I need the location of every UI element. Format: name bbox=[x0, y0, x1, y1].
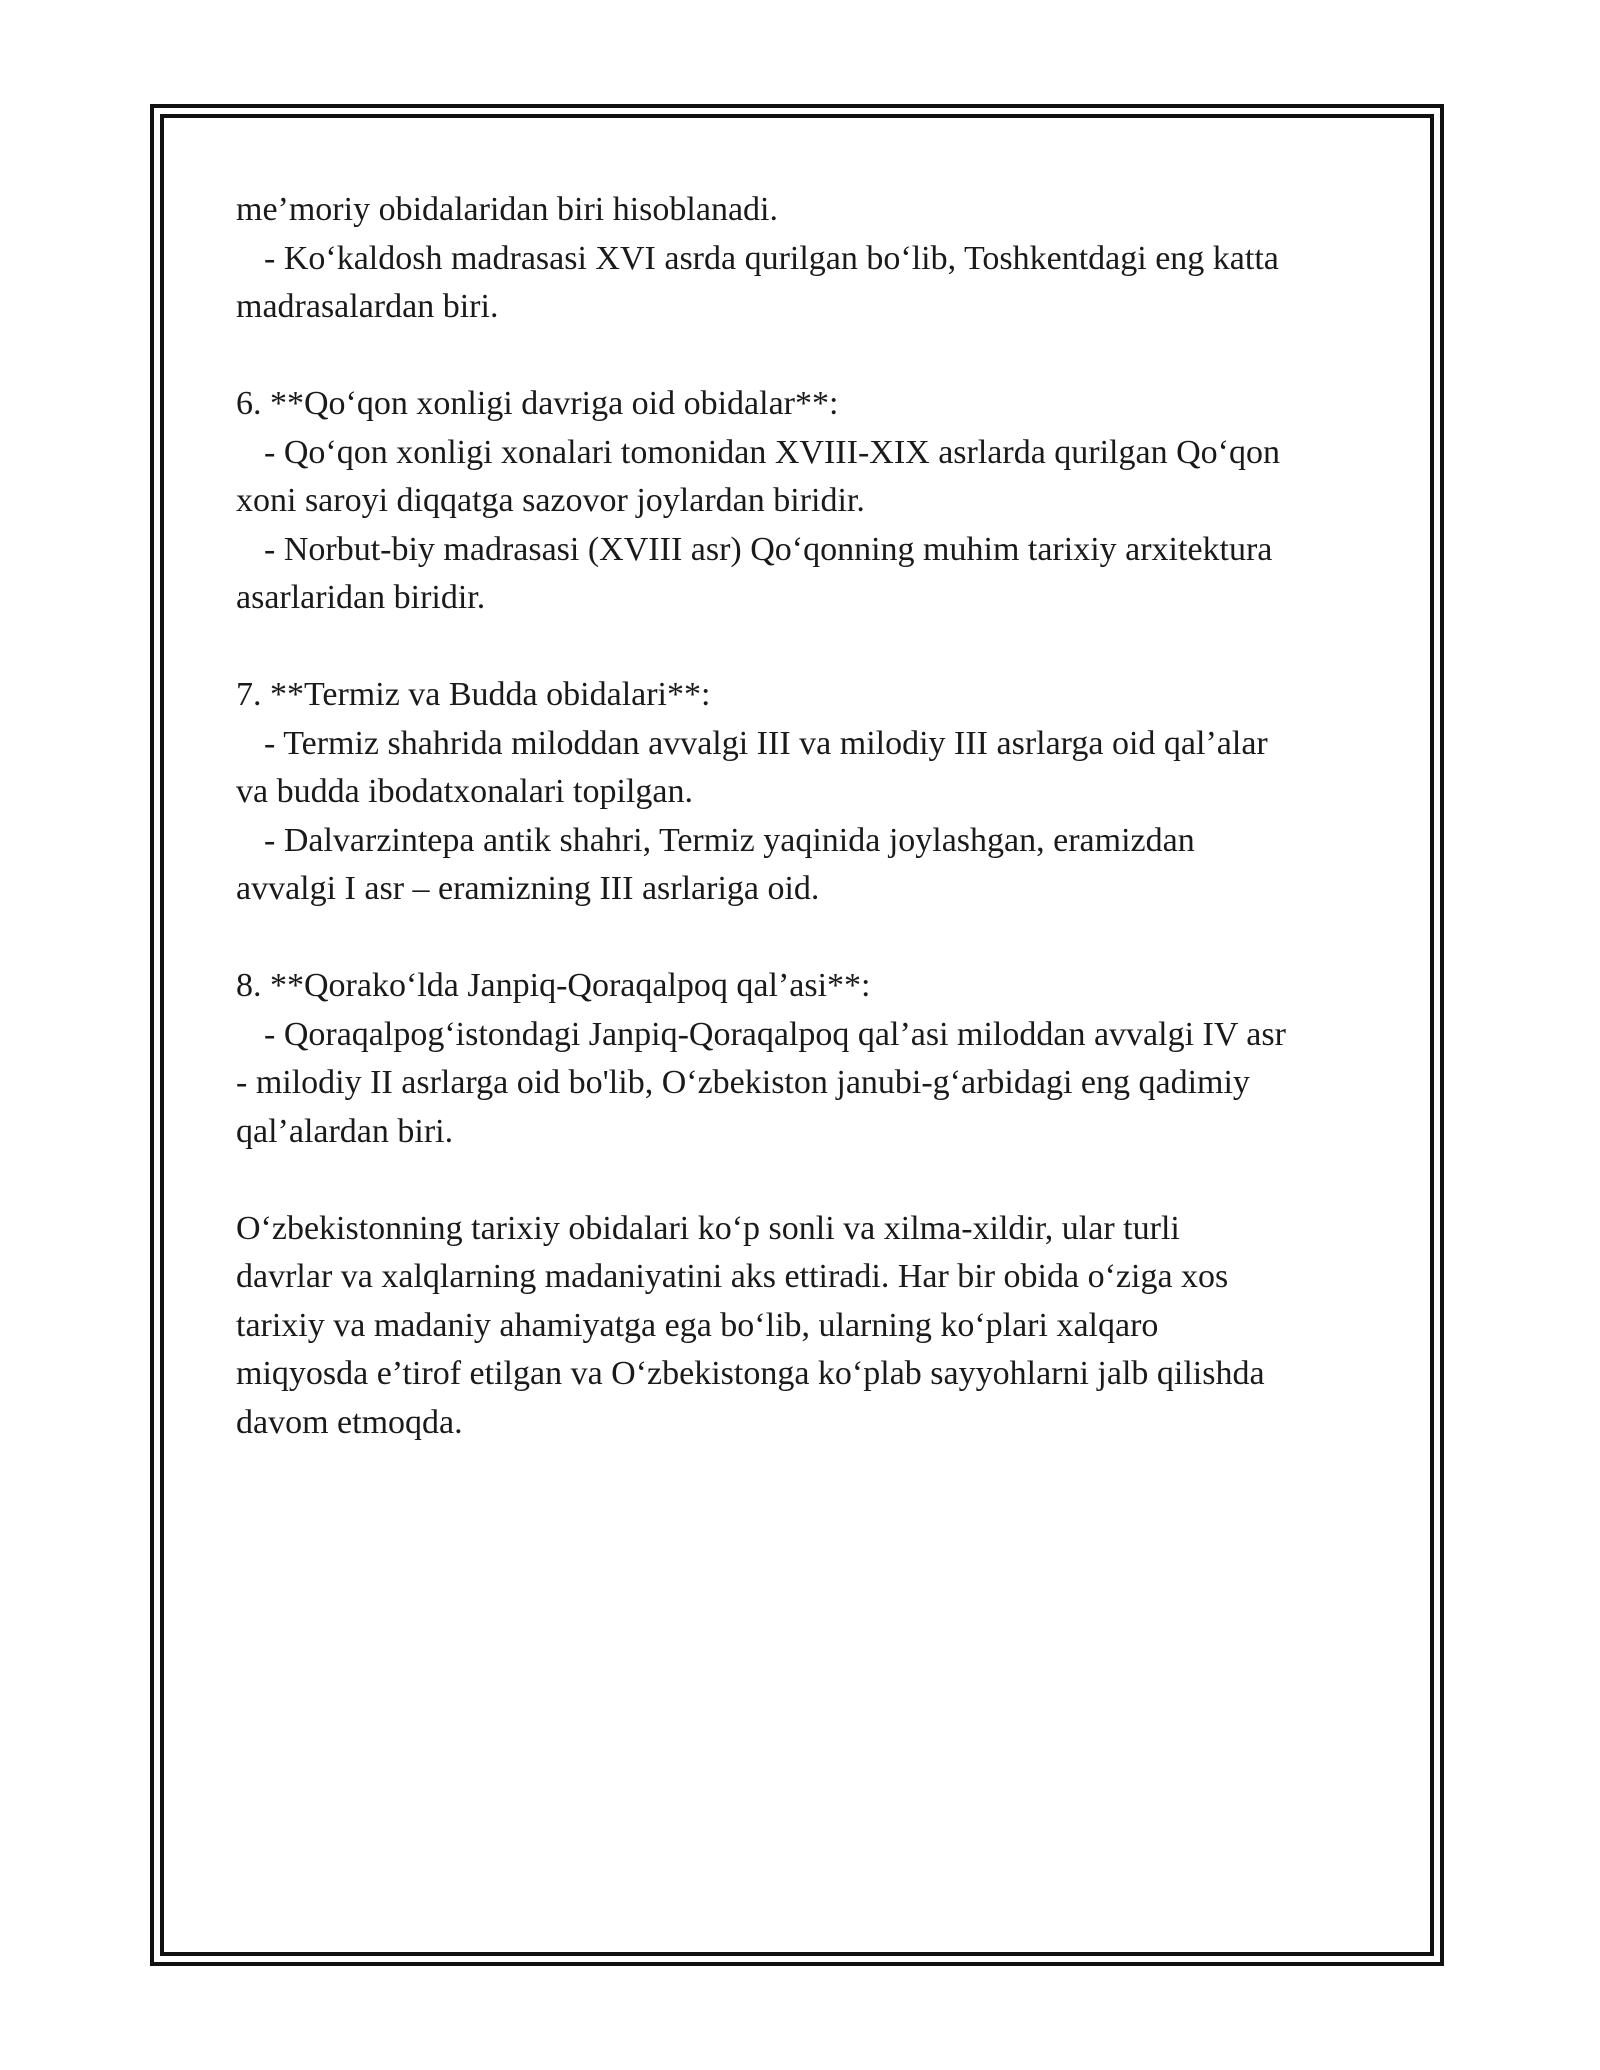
text-line: madrasalardan biri. bbox=[236, 288, 499, 325]
conclusion-line: O‘zbekistonning tarixiy obidalari ko‘p sonli va xilma-xildir, ular turli bbox=[236, 1209, 1180, 1247]
text-line: va budda ibodatxonalari topilgan. bbox=[236, 773, 693, 810]
section-heading: 8. **Qorako‘lda Janpiq-Qoraqalpoq qal’asi**: bbox=[236, 967, 871, 1004]
document-body bbox=[236, 186, 1366, 1447]
text-line: avvalgi I asr – eramizning III asrlariga oid. bbox=[236, 870, 820, 907]
list-item-line: - Ko‘kaldosh madrasasi XVI asrda qurilgan bo‘lib, Toshkentdagi eng katta bbox=[264, 239, 1279, 277]
list-item-line: - Dalvarzintepa antik shahri, Termiz yaqinida joylashgan, eramizdan bbox=[264, 821, 1195, 859]
conclusion-line: tarixiy va madaniy ahamiyatga ega bo‘lib, ularning ko‘plari xalqaro bbox=[236, 1306, 1159, 1344]
text-line: xoni saroyi diqqatga sazovor joylardan biridir. bbox=[236, 482, 865, 519]
conclusion-line: davrlar va xalqlarning madaniyatini aks ettiradi. Har bir obida o‘ziga xos bbox=[236, 1258, 1229, 1295]
conclusion-line: davom etmoqda. bbox=[236, 1403, 463, 1441]
text-line: me’moriy obidalaridan biri hisoblanadi. bbox=[236, 191, 778, 228]
section-heading: 6. **Qo‘qon xonligi davriga oid obidalar**: bbox=[236, 385, 839, 422]
list-item-line: - Norbut-biy madrasasi (XVIII asr) Qo‘qonning muhim tarixiy arxitektura bbox=[264, 530, 1273, 568]
section-heading: 7. **Termiz va Budda obidalari**: bbox=[236, 676, 711, 713]
text-line: - milodiy II asrlarga oid bo'lib, O‘zbekiston janubi-g‘arbidagi eng qadimiy bbox=[236, 1064, 1250, 1101]
list-item-line: - Qoraqalpog‘istondagi Janpiq-Qoraqalpoq qal’asi miloddan avvalgi IV asr bbox=[264, 1015, 1286, 1053]
text-line: qal’alardan biri. bbox=[236, 1112, 454, 1150]
paragraph-gap bbox=[236, 914, 1366, 963]
text-line: asarlaridan biridir. bbox=[236, 579, 486, 616]
list-item-line: - Qo‘qon xonligi xonalari tomonidan XVIII-XIX asrlarda qurilgan Qo‘qon bbox=[264, 433, 1280, 471]
paragraph-gap bbox=[236, 332, 1366, 381]
paragraph-gap bbox=[236, 623, 1366, 672]
paragraph-gap bbox=[236, 1156, 1366, 1205]
list-item-line: - Termiz shahrida miloddan avvalgi III va milodiy III asrlarga oid qal’alar bbox=[264, 724, 1268, 762]
conclusion-line: miqyosda e’tirof etilgan va O‘zbekistonga ko‘plab sayyohlarni jalb qilishda bbox=[236, 1355, 1265, 1392]
